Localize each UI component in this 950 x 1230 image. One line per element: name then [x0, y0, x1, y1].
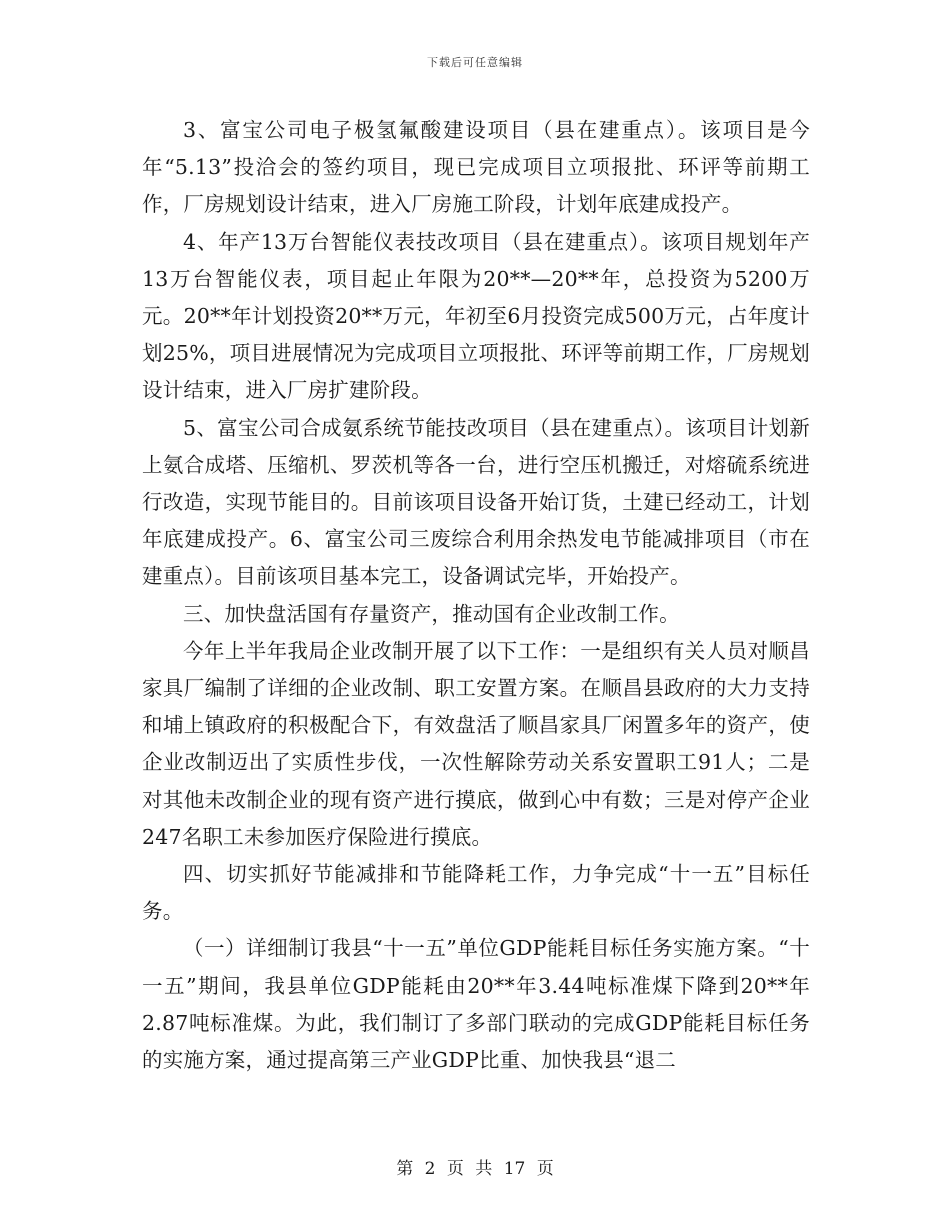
- footer-total-pages: 17: [503, 1159, 526, 1179]
- paragraph-project-3: 3、富宝公司电子极氢氟酸建设项目（县在建重点）。该项目是今年“5.13”投洽会的签约项目，现已完成项目立项报批、环评等前期工作，厂房规划设计结束，进入厂房施工阶段，计划年底建成投产。: [142, 118, 810, 217]
- section-heading-3: 三、加快盘活国有存量资产，推动国有企业改制工作。: [183, 601, 680, 626]
- document-body: [142, 112, 810, 1079]
- section-heading-4: 四、切实抓好节能减排和节能降耗工作，力争完成“十一五”目标任务。: [142, 862, 810, 924]
- page-header: 下载后可任意编辑: [427, 56, 523, 69]
- footer-prefix: 第: [396, 1159, 414, 1179]
- page-footer: [0, 1154, 950, 1179]
- footer-middle: 页: [446, 1159, 464, 1179]
- footer-total-prefix: 共: [475, 1159, 493, 1179]
- paragraph-gdp-energy: （一）详细制订我县“十一五”单位GDP能耗目标任务实施方案。“十一五”期间，我县单位GDP能耗由20**年3.44吨标准煤下降到20**年2.87吨标准煤。为此，我们制订了多部门联动的完成GDP能耗目标任务的实施方案，通过提高第三产业GDP比重、加快我县“退二: [142, 936, 810, 1073]
- paragraph-project-5-6: 5、富宝公司合成氨系统节能技改项目（县在建重点）。该项目计划新上氨合成塔、压缩机、罗茨机等各一台，进行空压机搬迁，对熔硫系统进行改造，实现节能目的。目前该项目设备开始订货，土建已经动工，计划年底建成投产。6、富宝公司三废综合利用余热发电节能减排项目（市在建重点）。目前该项目基本完工，设备调试完毕，开始投产。: [142, 415, 810, 589]
- paragraph-project-4: 4、年产13万台智能仪表技改项目（县在建重点）。该项目规划年产13万台智能仪表，项目起止年限为20**—20**年，总投资为5200万元。20**年计划投资20**万元，年初至6月投资完成500万元，占年度计划25%，项目进展情况为完成项目立项报批、环评等前期工作，厂房规划设计结束，进入厂房扩建阶段。: [142, 229, 810, 403]
- paragraph-enterprise-reform: 今年上半年我局企业改制开展了以下工作：一是组织有关人员对顺昌家具厂编制了详细的企业改制、职工安置方案。在顺昌县政府的大力支持和埔上镇政府的积极配合下，有效盘活了顺昌家具厂闲置多年的资产，使企业改制迈出了实质性步伐，一次性解除劳动关系安置职工91人；二是对其他未改制企业的现有资产进行摸底，做到心中有数；三是对停产企业247名职工未参加医疗保险进行摸底。: [142, 638, 810, 849]
- footer-suffix: 页: [536, 1159, 554, 1179]
- footer-page-number: 2: [424, 1159, 436, 1179]
